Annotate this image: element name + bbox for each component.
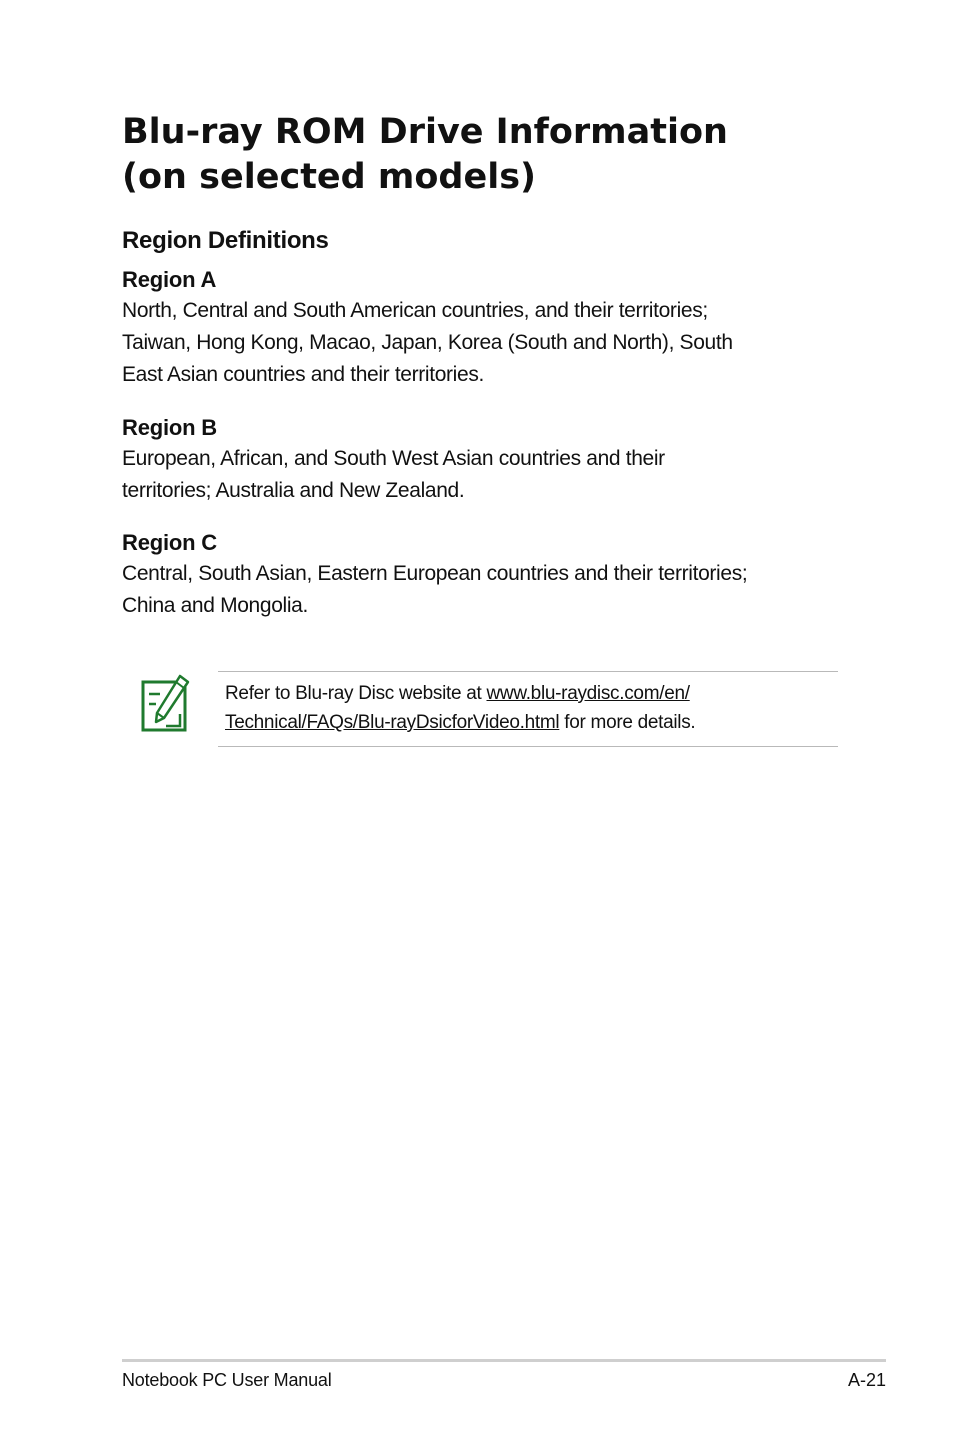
- page-title-line-1: Blu-ray ROM Drive Information: [122, 112, 728, 152]
- section-heading-region-definitions: Region Definitions: [122, 227, 329, 254]
- note-text: [225, 679, 835, 737]
- note-suffix: for more details.: [559, 712, 696, 733]
- footer-manual-title: Notebook PC User Manual: [122, 1370, 332, 1390]
- region-b-description: European, African, and South West Asian countries and their territories; Australia and New Zealand.: [122, 447, 665, 502]
- link-line-2: Technical/FAQs/Blu-rayDsicforVideo.html: [225, 712, 560, 733]
- region-a-heading: Region A: [122, 267, 217, 292]
- note-pencil-icon: [140, 674, 190, 734]
- footer-rule: [122, 1359, 886, 1362]
- region-c-description: Central, South Asian, Eastern European countries and their territories; China and Mongolia.: [122, 562, 748, 617]
- region-c-heading: Region C: [122, 530, 217, 555]
- region-a-block: [122, 265, 852, 391]
- footer-page-number: A-21: [847, 1370, 886, 1390]
- region-c-block: [122, 528, 852, 622]
- region-b-block: [122, 413, 852, 507]
- region-b-heading: Region B: [122, 415, 217, 440]
- link-line-1: www.blu-raydisc.com/en/: [486, 683, 690, 704]
- page-title-line-2: (on selected models): [122, 157, 537, 197]
- region-a-description: North, Central and South American countries, and their territories; Taiwan, Hong Kong, Macao, Japan, Korea (South and North), South East Asian countries and their territories.: [122, 299, 733, 386]
- note-box: [218, 671, 838, 747]
- page-title: [122, 110, 842, 200]
- note-prefix: Refer to Blu-ray Disc website at: [225, 683, 487, 704]
